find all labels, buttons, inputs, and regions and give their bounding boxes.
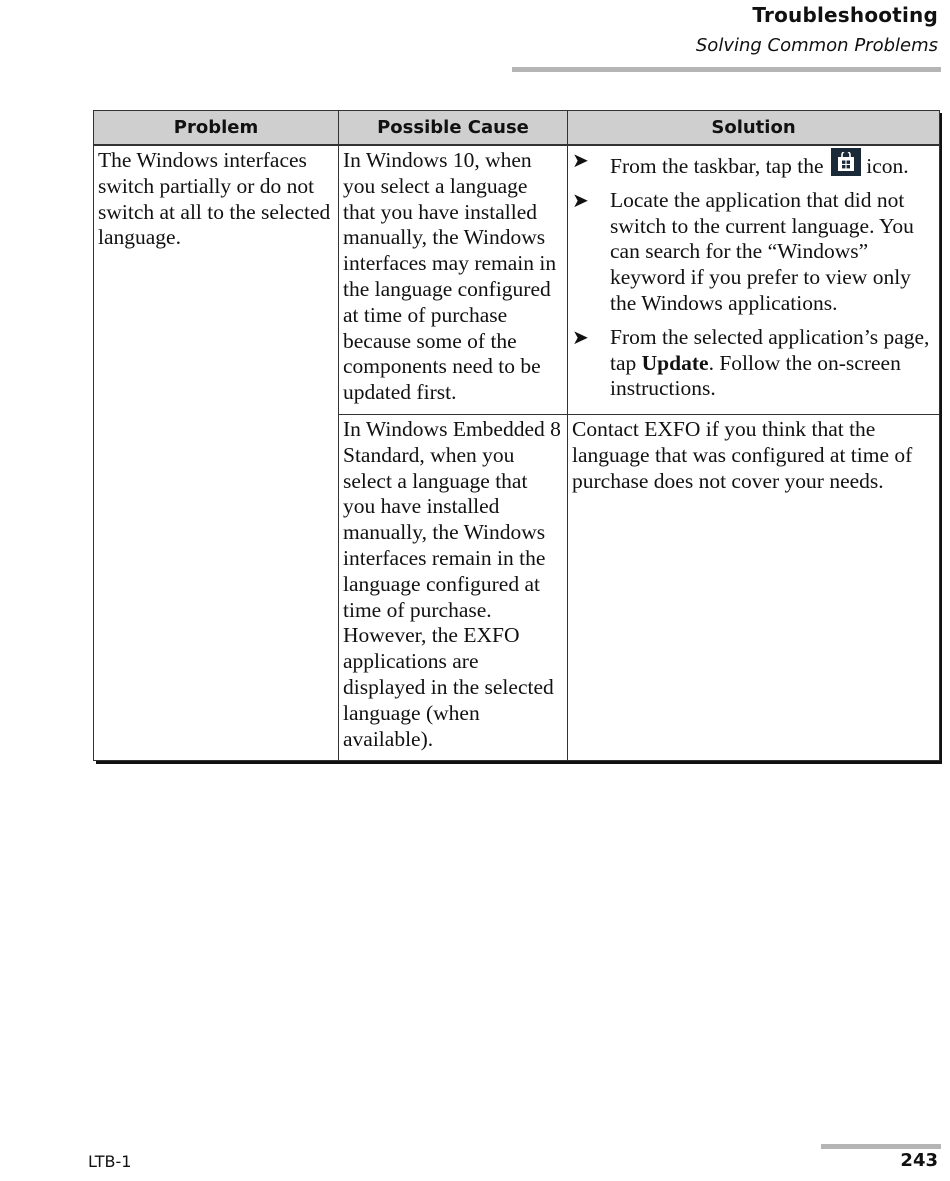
page-number: 243 (900, 1150, 938, 1171)
section-title: Troubleshooting (752, 3, 938, 27)
column-header-cause: Possible Cause (339, 111, 568, 146)
section-subtitle: Solving Common Problems (695, 35, 938, 56)
product-name: LTB-1 (88, 1152, 132, 1171)
table-header-row (94, 111, 940, 146)
solution-step (572, 148, 935, 180)
step-text: From the taskbar, tap the (610, 154, 824, 178)
troubleshooting-table (93, 110, 940, 761)
solution-cell (568, 145, 940, 414)
column-header-solution: Solution (568, 111, 940, 146)
step-text: icon. (866, 154, 909, 178)
solution-step (572, 188, 935, 317)
step-text: . Follow the on-screen instructions. (610, 350, 901, 401)
step-text: From the selected application’s page, tap (610, 324, 930, 375)
troubleshooting-table-wrapper (93, 110, 939, 761)
arrow-bullet-icon: ➤ (572, 189, 589, 212)
column-header-problem: Problem (94, 111, 339, 146)
table-row (94, 145, 940, 414)
solution-step-text (610, 148, 935, 180)
arrow-bullet-icon: ➤ (572, 326, 589, 349)
store-icon (831, 148, 861, 176)
cause-cell: In Windows Embedded 8 Standard, when you select a language that you have installed manually, the Windows interfaces remain in the language configured at time of purchase. However, the EXFO applications are displayed in the selected language (when available). (339, 414, 568, 760)
footer-rule (821, 1144, 941, 1149)
solution-step-text: Locate the application that did not switch to the current language. You can search for the “Windows” keyword if you prefer to view only the Windows applications. (610, 187, 914, 315)
solution-cell: Contact EXFO if you think that the language that was configured at time of purchase does not cover your needs. (568, 414, 940, 760)
solution-step (572, 325, 935, 402)
problem-cell: The Windows interfaces switch partially or do not switch at all to the selected language. (94, 145, 339, 761)
arrow-bullet-icon: ➤ (572, 150, 589, 172)
cause-cell: In Windows 10, when you select a language that you have installed manually, the Windows interfaces may remain in the language configured at time of purchase because some of the components need to be updated first. (339, 145, 568, 414)
update-keyword: Update (641, 350, 709, 375)
solution-step-text (610, 325, 935, 402)
header-rule (512, 67, 941, 72)
